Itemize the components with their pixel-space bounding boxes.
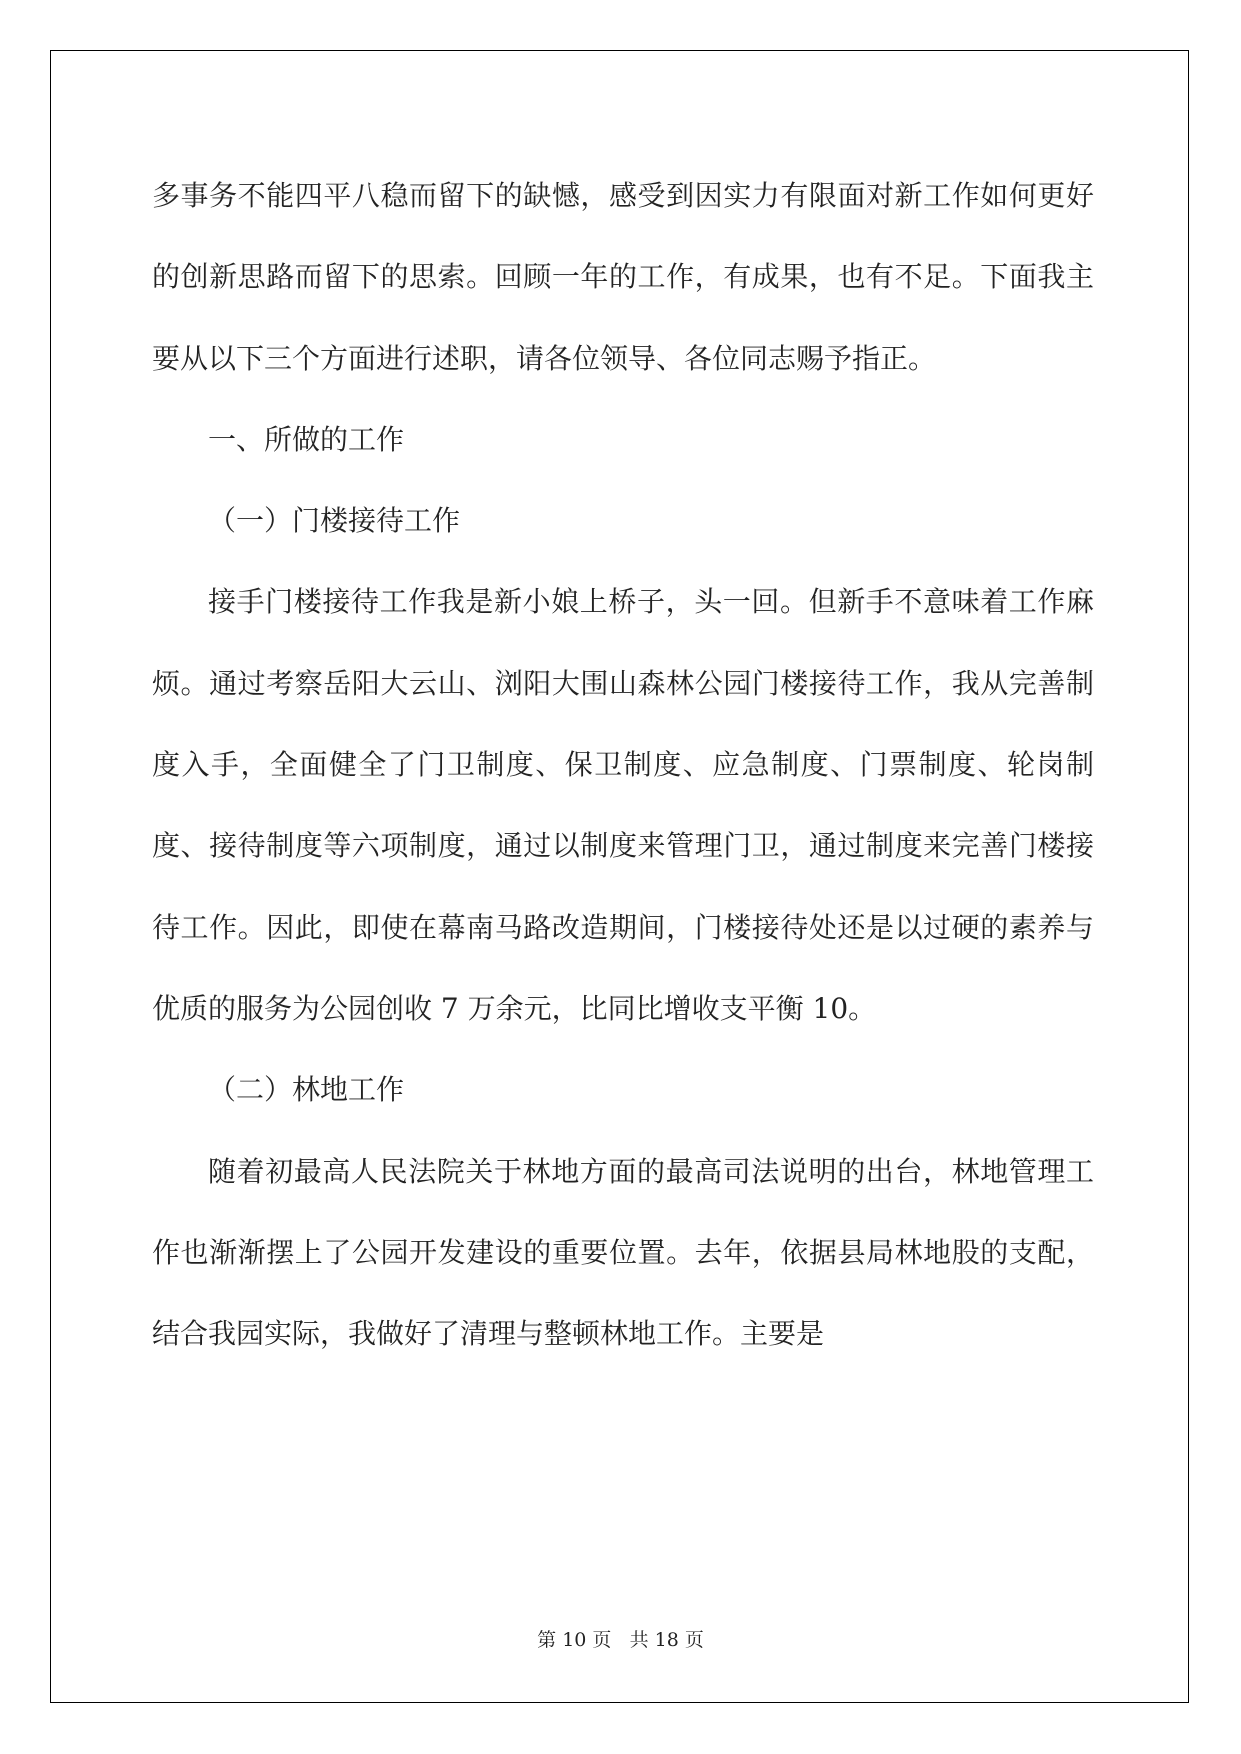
paragraph-0: 多事务不能四平八稳而留下的缺憾，感受到因实力有限面对新工作如何更好的创新思路而留下的思索。回顾一年的工作，有成果，也有不足。下面我主要从以下三个方面进行述职，请各位领导、各位同志赐予指正。	[152, 179, 1094, 375]
page-footer	[0, 1625, 1241, 1652]
subheading-gate-reception: （一）门楼接待工作	[208, 504, 461, 538]
subheading-forest-land: （二）林地工作	[208, 1073, 405, 1107]
paragraph-forest-land: 随着初最高人民法院关于林地方面的最高司法说明的出台，林地管理工作也渐渐摆上了公园开发建设的重要位置。去年，依据县局林地股的支配，结合我园实际，我做好了清理与整顿林地工作。主要是	[152, 1154, 1094, 1351]
document-body	[152, 155, 1094, 1374]
page-number: 第 10 页	[537, 1629, 612, 1651]
section-heading-work-done: 一、所做的工作	[208, 422, 405, 456]
paragraph-gate-reception: 接手门楼接待工作我是新小娘上桥子，头一回。但新手不意味着工作麻烦。通过考察岳阳大云山、浏阳大围山森林公园门楼接待工作，我从完善制度入手，全面健全了门卫制度、保卫制度、应急制度、门票制度、轮岗制度、接待制度等六项制度，通过以制度来管理门卫，通过制度来完善门楼接待工作。因此，即使在幕南马路改造期间，门楼接待处还是以过硬的素养与优质的服务为公园创收 7 万余元，比同比增收支平衡 10。	[152, 585, 1094, 1025]
page-total: 共 18 页	[629, 1629, 704, 1651]
